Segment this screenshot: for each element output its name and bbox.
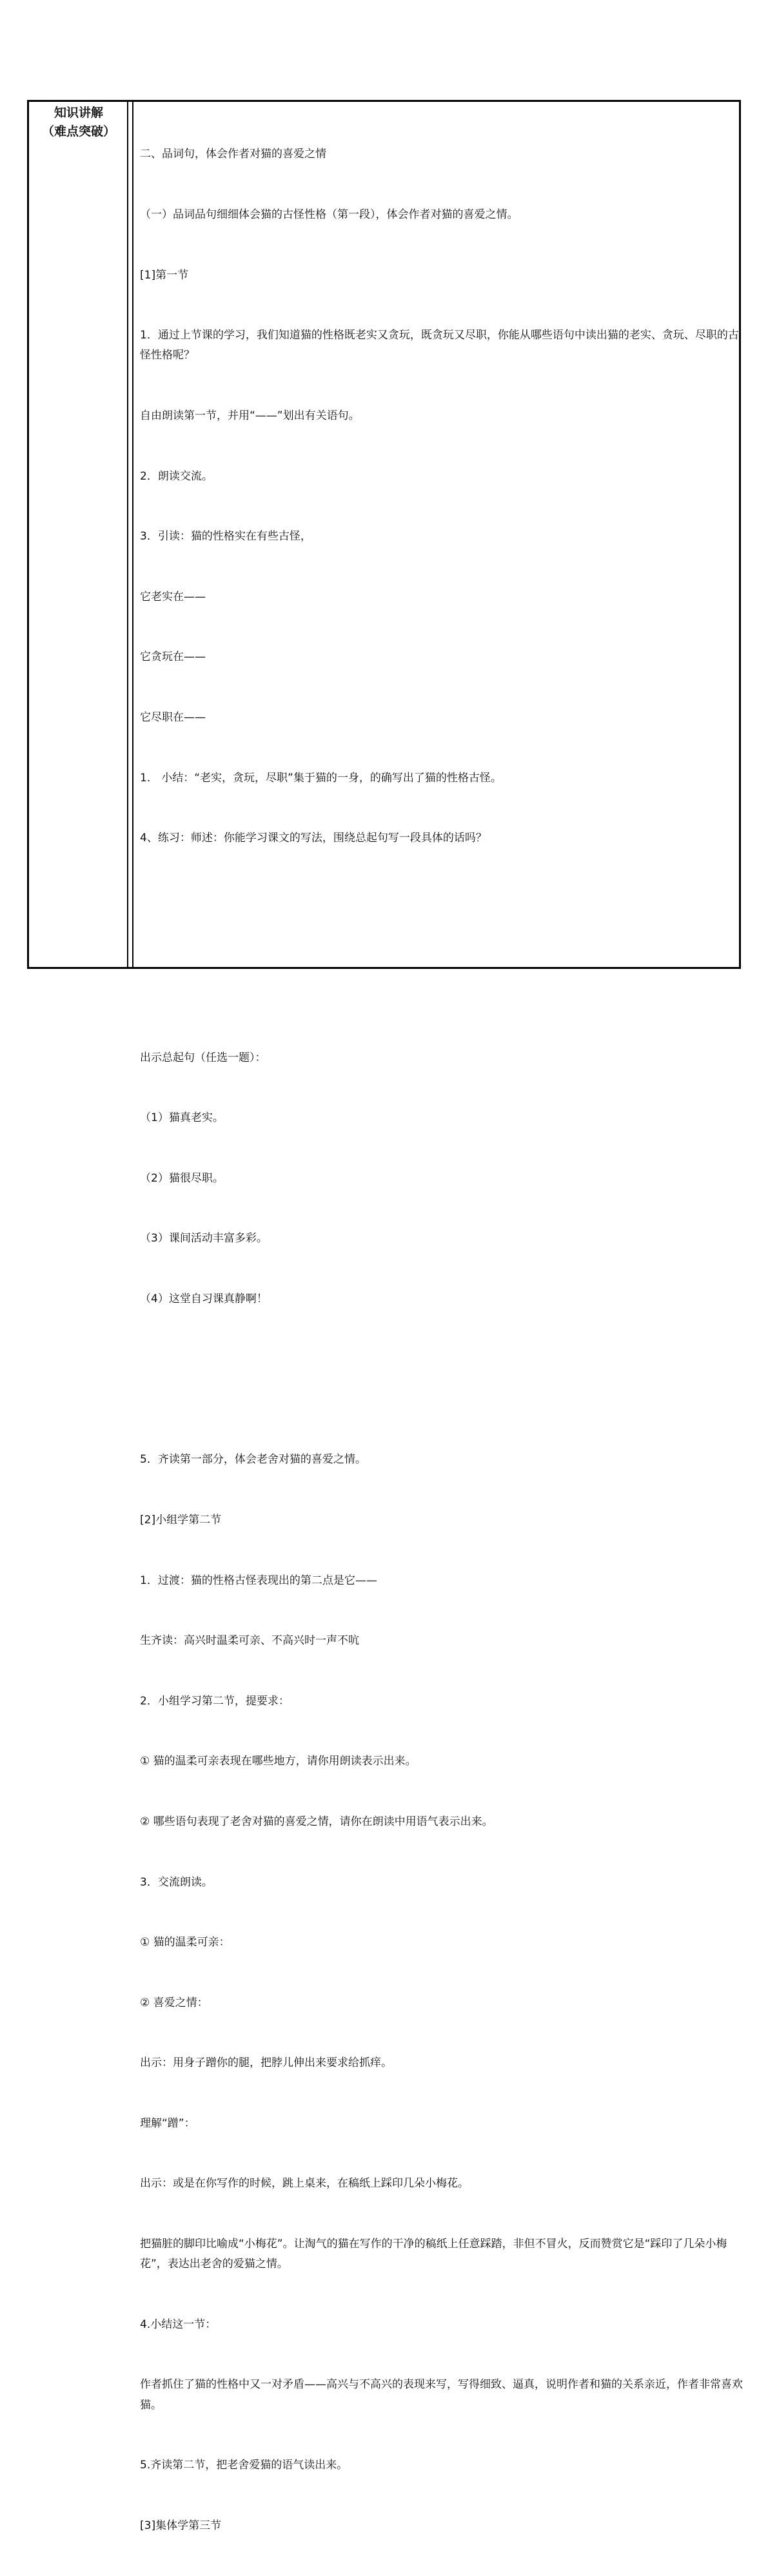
content-line: ① 猫的温柔可亲： — [140, 1936, 230, 1949]
content-line: 1. 小结：“老实，贪玩，尽职”集于猫的一身，的确写出了猫的性格古怪。 — [140, 771, 502, 785]
content-line: 3．交流朗读。 — [140, 1875, 213, 1889]
content-line: 1．过渡：猫的性格古怪表现出的第二点是它—— — [140, 1574, 377, 1587]
content-line: 出示：或是在你写作的时候，跳上桌来，在稿纸上踩印几朵小梅花。 — [140, 2177, 469, 2191]
content-line: （4）这堂自习课真静啊！ — [140, 1292, 268, 1305]
content-line: ② 喜爱之情： — [140, 1996, 208, 2009]
content-line: 理解“蹭”： — [140, 2116, 195, 2130]
content-line: [1]第一节 — [140, 268, 189, 282]
content-line: 出示：用身子蹭你的腿，把脖儿伸出来要求给抓痒。 — [140, 2056, 392, 2070]
content-line: [3]集体学第三节 — [140, 2519, 222, 2532]
content-line: 4.小结这一节： — [140, 2317, 217, 2331]
content-line: 5.齐读第二节，把老舍爱猫的语气读出来。 — [140, 2459, 348, 2472]
content-line: 4、练习：师述：你能学习课文的写法，围绕总起句写一段具体的话吗？ — [140, 832, 487, 845]
content-line: （一）品词品句细细体会猫的古怪性格（第一段），体会作者对猫的喜爱之情。 — [140, 208, 518, 221]
content-line: 5．齐读第一部分，体会老舍对猫的喜爱之情。 — [140, 1453, 366, 1467]
section-heading-line-1: 知识讲解 — [54, 106, 103, 120]
writing-space — [140, 909, 743, 988]
content-line: 它贪玩在—— — [140, 650, 206, 664]
content-paragraph: 作者抓住了猫的性格中又一对矛盾——高兴与不高兴的表现来写，写得细致、逼真，说明作者和猫的关系亲近，作者非常喜欢猫。 — [140, 2378, 743, 2412]
content-line: ① 猫的温柔可亲表现在哪些地方，请你用朗读表示出来。 — [140, 1755, 417, 1768]
content-line: （1）猫真老实。 — [140, 1111, 224, 1125]
content-line: ② 哪些语句表现了老舍对猫的喜爱之情，请你在朗读中用语气表示出来。 — [140, 1815, 493, 1828]
content-line: 自由朗读第一节，并用“——”划出有关语句。 — [140, 409, 360, 422]
content-line: 出示总起句（任选一题）： — [140, 1051, 266, 1064]
content-line: （2）猫很尽职。 — [140, 1171, 224, 1185]
content-line: 二、品词句，体会作者对猫的喜爱之情 — [140, 148, 326, 161]
content-line: 2．小组学习第二节，提要求： — [140, 1694, 290, 1708]
content-line: 生齐读：高兴时温柔可亲、不高兴时一声不吭 — [140, 1634, 359, 1648]
content-line: 3．引读：猫的性格实在有些古怪， — [140, 530, 311, 543]
blank-space — [140, 1370, 743, 1390]
lesson-content-cell — [132, 102, 743, 2532]
section-heading-line-2: （难点突破） — [41, 124, 115, 139]
section-heading — [29, 104, 128, 141]
content-line: 它尽职在—— — [140, 710, 206, 724]
content-line: [2]小组学第二节 — [140, 1513, 222, 1527]
section-label-cell — [29, 102, 128, 967]
content-line: （3）课间活动丰富多彩。 — [140, 1232, 268, 1245]
content-paragraph: 把猫脏的脚印比喻成“小梅花”。让淘气的猫在写作的干净的稿纸上任意踩踏，非但不冒火，反而赞赏它是“踩印了几朵小梅花”，表达出老舍的爱猫之情。 — [140, 2238, 727, 2271]
content-paragraph: 1．通过上节课的学习，我们知道猫的性格既老实又贪玩，既贪玩又尽职，你能从哪些语句中读出猫的老实、贪玩、尽职的古怪性格呢？ — [140, 329, 739, 362]
lesson-table — [27, 100, 743, 2532]
content-line: 2．朗读交流。 — [140, 469, 213, 483]
content-line: 它老实在—— — [140, 590, 206, 603]
lesson-content — [140, 104, 743, 2576]
